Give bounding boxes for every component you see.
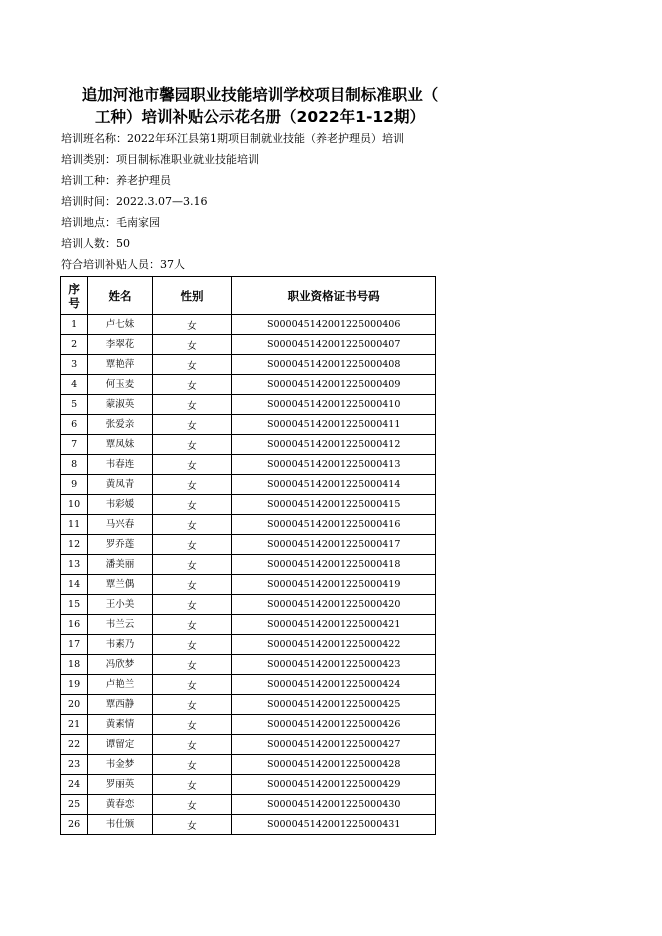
cell-name: 韦春连 — [88, 455, 153, 475]
cell-certificate-no: S000045142001225000418 — [232, 555, 436, 575]
cell-gender: 女 — [152, 735, 232, 755]
cell-gender: 女 — [152, 655, 232, 675]
table-row — [61, 715, 436, 735]
cell-gender: 女 — [152, 415, 232, 435]
cell-serial-no: 6 — [61, 415, 88, 435]
cell-name: 覃西静 — [88, 695, 153, 715]
cell-name: 马兴春 — [88, 515, 153, 535]
cell-certificate-no: S000045142001225000427 — [232, 735, 436, 755]
cell-serial-no: 21 — [61, 715, 88, 735]
info-line: 培训工种：养老护理员 — [61, 174, 171, 187]
table-header-row — [61, 277, 436, 315]
cell-serial-no: 2 — [61, 335, 88, 355]
table-row — [61, 415, 436, 435]
cell-name: 韦素乃 — [88, 635, 153, 655]
cell-name: 覃凤妹 — [88, 435, 153, 455]
cell-gender: 女 — [152, 455, 232, 475]
header-name: 姓名 — [88, 277, 153, 315]
cell-certificate-no: S000045142001225000411 — [232, 415, 436, 435]
table-row — [61, 795, 436, 815]
cell-name: 覃兰偶 — [88, 575, 153, 595]
cell-serial-no: 10 — [61, 495, 88, 515]
cell-name: 潘美丽 — [88, 555, 153, 575]
cell-name: 罗乔莲 — [88, 535, 153, 555]
info-line: 培训地点：毛南家园 — [61, 216, 160, 229]
cell-gender: 女 — [152, 355, 232, 375]
cell-name: 李翠花 — [88, 335, 153, 355]
cell-gender: 女 — [152, 435, 232, 455]
cell-gender: 女 — [152, 795, 232, 815]
table-row — [61, 455, 436, 475]
cell-certificate-no: S000045142001225000410 — [232, 395, 436, 415]
cell-name: 黄春恋 — [88, 795, 153, 815]
cell-certificate-no: S000045142001225000415 — [232, 495, 436, 515]
info-line: 培训人数：50 — [61, 237, 130, 250]
cell-certificate-no: S000045142001225000408 — [232, 355, 436, 375]
cell-certificate-no: S000045142001225000407 — [232, 335, 436, 355]
header-serial-no — [61, 277, 88, 315]
cell-gender: 女 — [152, 335, 232, 355]
cell-serial-no: 20 — [61, 695, 88, 715]
cell-gender: 女 — [152, 555, 232, 575]
table-row — [61, 535, 436, 555]
cell-gender: 女 — [152, 695, 232, 715]
table-row — [61, 595, 436, 615]
cell-certificate-no: S000045142001225000412 — [232, 435, 436, 455]
cell-gender: 女 — [152, 595, 232, 615]
cell-gender: 女 — [152, 395, 232, 415]
training-info-block — [61, 128, 404, 275]
table-row — [61, 335, 436, 355]
cell-certificate-no: S000045142001225000413 — [232, 455, 436, 475]
header-serial-label: 序号 — [68, 281, 80, 310]
cell-gender: 女 — [152, 635, 232, 655]
cell-gender: 女 — [152, 535, 232, 555]
cell-certificate-no: S000045142001225000419 — [232, 575, 436, 595]
table-row — [61, 635, 436, 655]
cell-gender: 女 — [152, 495, 232, 515]
cell-serial-no: 5 — [61, 395, 88, 415]
cell-gender: 女 — [152, 815, 232, 835]
table-row — [61, 555, 436, 575]
table-row — [61, 495, 436, 515]
cell-serial-no: 23 — [61, 755, 88, 775]
cell-certificate-no: S000045142001225000414 — [232, 475, 436, 495]
cell-certificate-no: S000045142001225000424 — [232, 675, 436, 695]
table-row — [61, 355, 436, 375]
table-body — [61, 315, 436, 835]
cell-serial-no: 24 — [61, 775, 88, 795]
cell-serial-no: 8 — [61, 455, 88, 475]
cell-name: 罗丽英 — [88, 775, 153, 795]
cell-certificate-no: S000045142001225000429 — [232, 775, 436, 795]
cell-certificate-no: S000045142001225000430 — [232, 795, 436, 815]
table-row — [61, 755, 436, 775]
cell-serial-no: 16 — [61, 615, 88, 635]
cell-name: 卢艳兰 — [88, 675, 153, 695]
document-title — [60, 84, 460, 128]
document-title-line-2: 工种）培训补贴公示花名册（2022年1-12期） — [95, 108, 425, 126]
cell-name: 黄凤青 — [88, 475, 153, 495]
cell-name: 韦金梦 — [88, 755, 153, 775]
cell-name: 张爱亲 — [88, 415, 153, 435]
cell-gender: 女 — [152, 755, 232, 775]
cell-gender: 女 — [152, 375, 232, 395]
cell-name: 谭留定 — [88, 735, 153, 755]
table-row — [61, 475, 436, 495]
table-row — [61, 695, 436, 715]
cell-name: 黄素情 — [88, 715, 153, 735]
info-line: 培训班名称：2022年环江县第1期项目制就业技能（养老护理员）培训 — [61, 132, 404, 145]
cell-name: 韦仕颁 — [88, 815, 153, 835]
table-row — [61, 655, 436, 675]
cell-serial-no: 3 — [61, 355, 88, 375]
subsidy-roster-table — [60, 276, 436, 835]
cell-name: 蒙淑英 — [88, 395, 153, 415]
cell-serial-no: 19 — [61, 675, 88, 695]
cell-gender: 女 — [152, 575, 232, 595]
cell-serial-no: 14 — [61, 575, 88, 595]
cell-name: 冯欣梦 — [88, 655, 153, 675]
cell-name: 王小美 — [88, 595, 153, 615]
cell-name: 覃艳萍 — [88, 355, 153, 375]
info-line: 培训类别：项目制标准职业就业技能培训 — [61, 153, 259, 166]
table-row — [61, 615, 436, 635]
cell-serial-no: 11 — [61, 515, 88, 535]
header-gender: 性别 — [152, 277, 232, 315]
cell-serial-no: 7 — [61, 435, 88, 455]
document-title-line-1: 追加河池市馨园职业技能培训学校项目制标准职业（ — [81, 86, 439, 104]
cell-gender: 女 — [152, 775, 232, 795]
cell-name: 韦彩媛 — [88, 495, 153, 515]
cell-certificate-no: S000045142001225000416 — [232, 515, 436, 535]
info-line: 培训时间：2022.3.07—3.16 — [61, 195, 208, 208]
cell-serial-no: 22 — [61, 735, 88, 755]
cell-serial-no: 26 — [61, 815, 88, 835]
table-row — [61, 395, 436, 415]
cell-serial-no: 9 — [61, 475, 88, 495]
cell-certificate-no: S000045142001225000425 — [232, 695, 436, 715]
cell-name: 何玉麦 — [88, 375, 153, 395]
table-row — [61, 515, 436, 535]
table-row — [61, 675, 436, 695]
cell-serial-no: 18 — [61, 655, 88, 675]
table-row — [61, 575, 436, 595]
cell-certificate-no: S000045142001225000421 — [232, 615, 436, 635]
header-certificate-no: 职业资格证书号码 — [232, 277, 436, 315]
table-row — [61, 435, 436, 455]
cell-serial-no: 13 — [61, 555, 88, 575]
cell-gender: 女 — [152, 615, 232, 635]
cell-certificate-no: S000045142001225000420 — [232, 595, 436, 615]
cell-serial-no: 12 — [61, 535, 88, 555]
cell-gender: 女 — [152, 315, 232, 335]
cell-certificate-no: S000045142001225000428 — [232, 755, 436, 775]
table-row — [61, 375, 436, 395]
cell-serial-no: 25 — [61, 795, 88, 815]
table-row — [61, 315, 436, 335]
cell-name: 韦兰云 — [88, 615, 153, 635]
cell-certificate-no: S000045142001225000409 — [232, 375, 436, 395]
cell-name: 卢七妹 — [88, 315, 153, 335]
table-row — [61, 775, 436, 795]
cell-certificate-no: S000045142001225000423 — [232, 655, 436, 675]
cell-serial-no: 15 — [61, 595, 88, 615]
cell-gender: 女 — [152, 475, 232, 495]
cell-gender: 女 — [152, 675, 232, 695]
cell-serial-no: 4 — [61, 375, 88, 395]
cell-certificate-no: S000045142001225000431 — [232, 815, 436, 835]
info-line: 符合培训补贴人员：37人 — [61, 258, 185, 271]
cell-certificate-no: S000045142001225000426 — [232, 715, 436, 735]
cell-certificate-no: S000045142001225000422 — [232, 635, 436, 655]
cell-serial-no: 17 — [61, 635, 88, 655]
cell-gender: 女 — [152, 515, 232, 535]
cell-gender: 女 — [152, 715, 232, 735]
cell-certificate-no: S000045142001225000406 — [232, 315, 436, 335]
cell-certificate-no: S000045142001225000417 — [232, 535, 436, 555]
cell-serial-no: 1 — [61, 315, 88, 335]
table-row — [61, 815, 436, 835]
table-row — [61, 735, 436, 755]
